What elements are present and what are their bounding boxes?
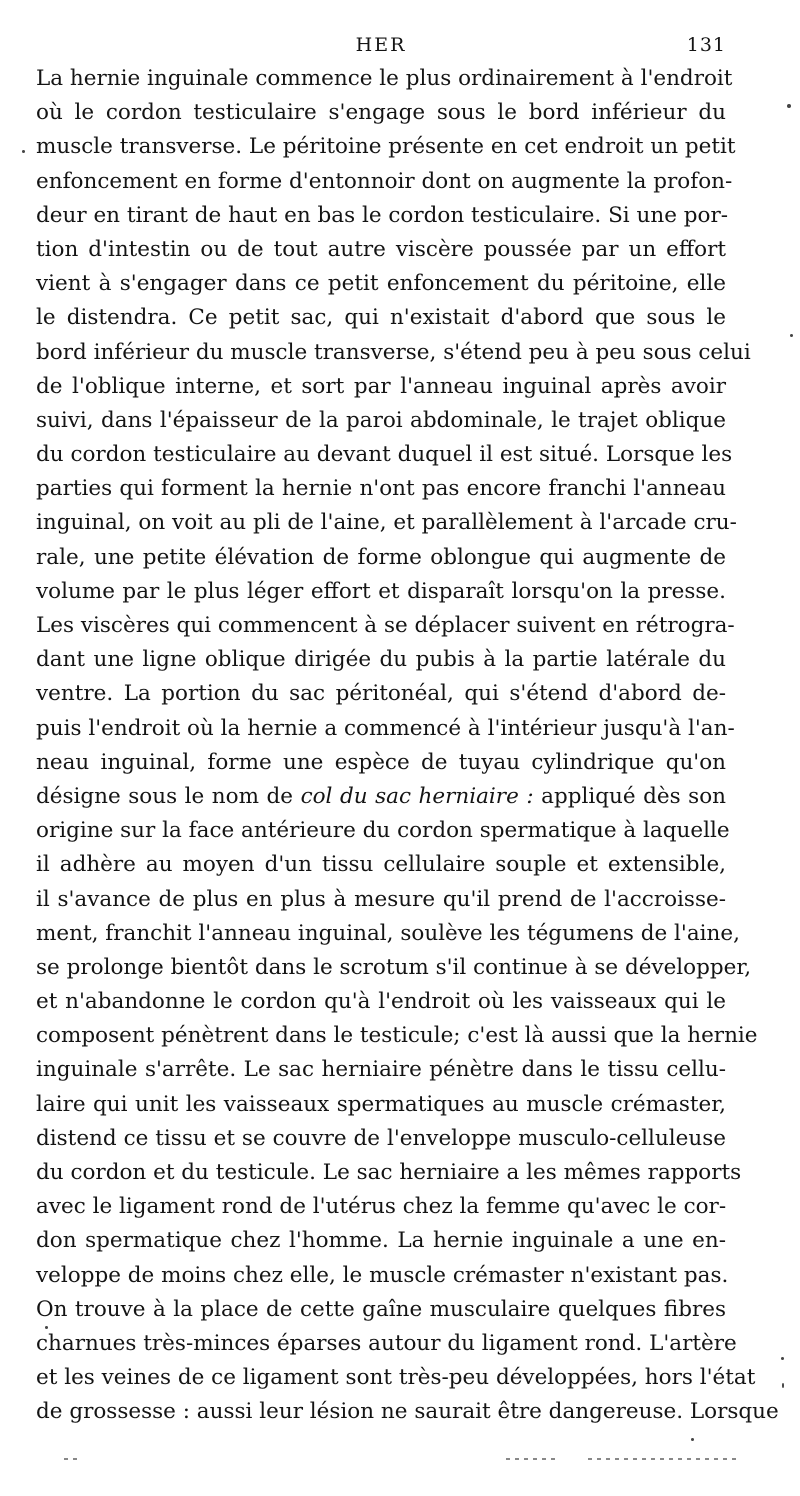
text-line: inguinal, on voit au pli de l'aine, et parallèlement à l'arcade cru-	[36, 510, 737, 536]
text-line: le distendra. Ce petit sac, qui n'existait d'abord que sous le	[36, 305, 726, 331]
text-line: On trouve à la place de cette gaîne musculaire quelques fibres	[36, 1296, 726, 1322]
text-line: bord inférieur du muscle transverse, s'étend peu à peu sous celui	[36, 339, 751, 365]
scan-speck	[691, 1438, 694, 1441]
text-line: rale, une petite élévation de forme oblongue qui augmente de	[36, 544, 726, 570]
scan-speck	[782, 1383, 784, 1388]
text-line: désigne sous le nom de col du sac herniaire : appliqué dès son	[36, 783, 727, 809]
italic-term: col du sac herniaire :	[300, 783, 534, 809]
running-head	[36, 34, 726, 64]
text-line: et n'abandonne le cordon qu'à l'endroit où les vaisseaux qui le	[36, 989, 726, 1015]
scan-speck	[790, 334, 793, 337]
text-line: puis l'endroit où la hernie a commencé à l'intérieur jusqu'à l'an-	[36, 715, 735, 741]
text-line: tion d'intestin ou de tout autre viscère poussée par un effort	[36, 236, 726, 262]
body-text	[36, 62, 779, 1430]
text-line: se prolonge bientôt dans le scrotum s'il continue à se développer,	[36, 954, 752, 980]
text-line: volume par le plus léger effort et disparaît lorsqu'on la presse.	[36, 578, 726, 604]
text-line: et les veines de ce ligament sont très-peu développées, hors l'état	[36, 1365, 756, 1391]
text-line: enfoncement en forme d'entonnoir dont on augmente la profon-	[36, 168, 733, 194]
text-line: Les viscères qui commencent à se déplacer suivent en rétrogra-	[36, 613, 735, 638]
footer-scan-marks	[506, 1458, 556, 1460]
text-line: composent pénètrent dans le testicule; c'est là aussi que la hernie	[36, 1023, 758, 1049]
text-line: ment, franchit l'anneau inguinal, soulève les tégumens de l'aine,	[36, 920, 740, 946]
running-head-title: HER	[355, 34, 407, 56]
text-line: laire qui unit les vaisseaux spermatiques au muscle crémaster,	[36, 1091, 726, 1117]
text-line: de grossesse : aussi leur lésion ne saurait être dangereuse. Lorsque	[36, 1399, 779, 1425]
scan-speck	[45, 1326, 48, 1329]
text-line: de l'oblique interne, et sort par l'anneau inguinal après avoir	[36, 373, 726, 399]
text-line: muscle transverse. Le péritoine présente en cet endroit un petit	[36, 134, 736, 160]
page-number: 131	[686, 34, 726, 56]
scan-speck	[22, 150, 25, 153]
text-line: du cordon testiculaire au devant duquel il est situé. Lorsque les	[36, 442, 733, 468]
text-line: avec le ligament rond de l'utérus chez la femme qu'avec le cor-	[36, 1194, 727, 1220]
footer-scan-marks	[588, 1458, 738, 1460]
text-line: charnues très-minces éparses autour du ligament rond. L'artère	[36, 1330, 737, 1356]
text-line: veloppe de moins chez elle, le muscle crémaster n'existant pas.	[36, 1262, 729, 1288]
text-line: neau inguinal, forme une espèce de tuyau cylindrique qu'on	[36, 749, 726, 775]
text-line: suivi, dans l'épaisseur de la paroi abdominale, le trajet oblique	[36, 407, 726, 433]
text-line: ventre. La portion du sac péritonéal, qui s'étend d'abord de-	[36, 681, 726, 707]
footer-scan-marks	[64, 1458, 80, 1460]
text-line: il s'avance de plus en plus à mesure qu'il prend de l'accroisse-	[36, 886, 726, 912]
text-line: La hernie inguinale commence le plus ordinairement à l'endroit	[36, 66, 733, 91]
text-line: il adhère au moyen d'un tissu cellulaire souple et extensible,	[36, 852, 726, 878]
text-line: don spermatique chez l'homme. La hernie inguinale a une en-	[36, 1228, 726, 1254]
scan-speck	[781, 1357, 784, 1360]
text-line: deur en tirant de haut en bas le cordon testiculaire. Si une por-	[36, 202, 729, 228]
text-line: vient à s'engager dans ce petit enfoncement du péritoine, elle	[36, 271, 726, 297]
text-line: distend ce tissu et se couvre de l'enveloppe musculo-celluleuse	[36, 1125, 726, 1151]
text-line: dant une ligne oblique dirigée du pubis à la partie latérale du	[36, 647, 726, 673]
text-line: origine sur la face antérieure du cordon spermatique à laquelle	[36, 818, 730, 844]
text-line: où le cordon testiculaire s'engage sous le bord inférieur du	[36, 100, 726, 126]
text-line: inguinale s'arrête. Le sac herniaire pénètre dans le tissu cellu-	[36, 1057, 726, 1083]
text-line: parties qui forment la hernie n'ont pas encore franchi l'anneau	[36, 476, 726, 502]
text-line: du cordon et du testicule. Le sac herniaire a les mêmes rapports	[36, 1160, 742, 1185]
scan-speck	[787, 104, 791, 108]
